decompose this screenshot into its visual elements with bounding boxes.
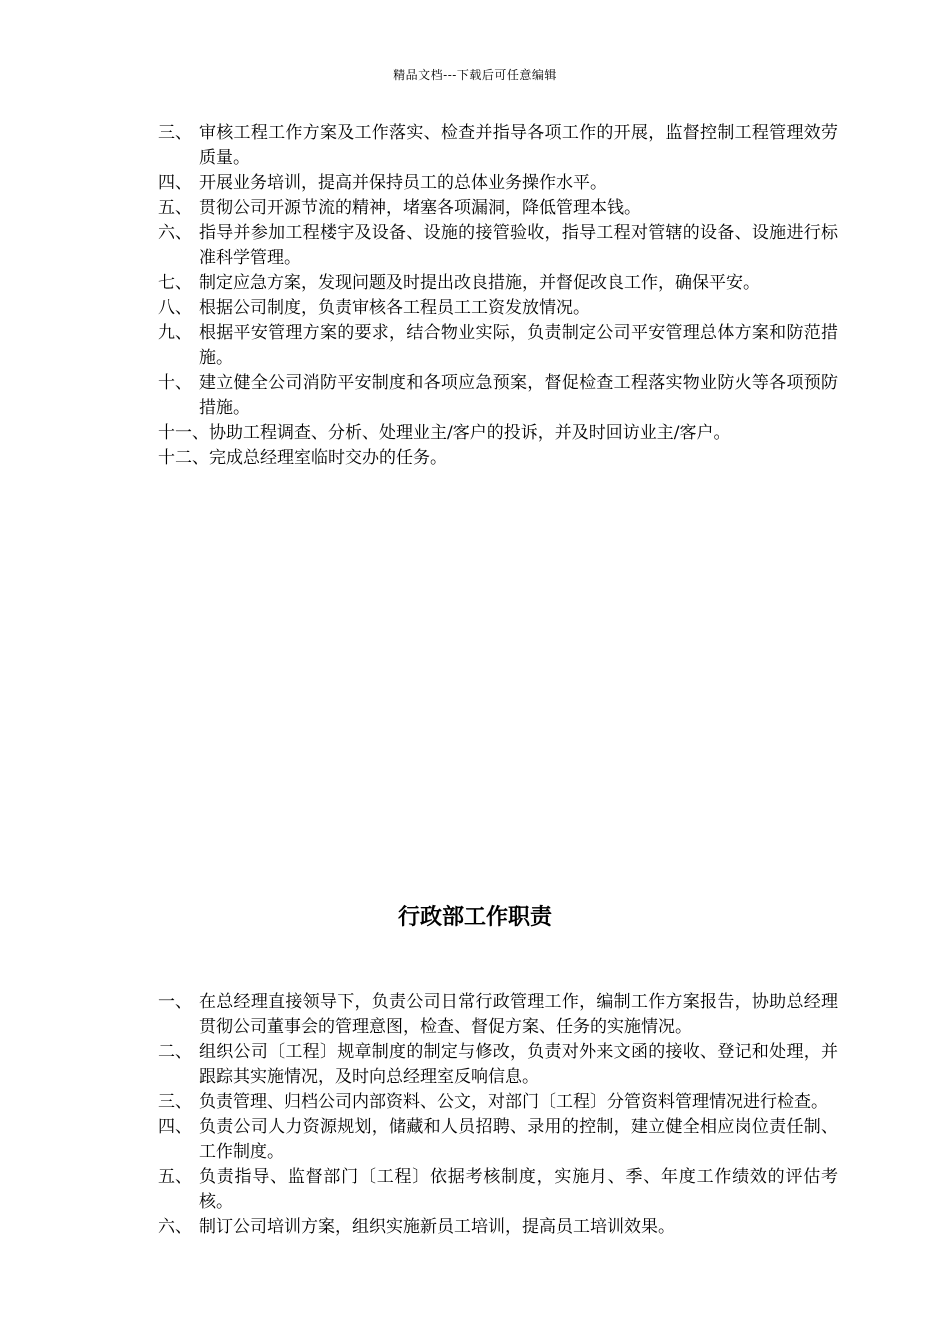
item-text: 完成总经理室临时交办的任务。 [209, 448, 447, 468]
item-text: 审核工程工作方案及工作落实、检查并指导各项工作的开展，监督控制工程管理效劳质量。 [199, 123, 838, 168]
item-text: 制定应急方案，发现问题及时提出改良措施，并督促改良工作，确保平安。 [199, 273, 760, 293]
list-item [158, 171, 838, 196]
item-number: 九、 [158, 323, 192, 343]
item-text: 开展业务培训，提高并保持员工的总体业务操作水平。 [199, 173, 607, 193]
section-title: 行政部工作职责 [397, 905, 552, 930]
item-text: 根据平安管理方案的要求，结合物业实际，负责制定公司平安管理总体方案和防范措施。 [199, 323, 838, 368]
item-number: 四、 [158, 173, 192, 193]
item-number: 十二、 [158, 448, 209, 468]
page-header: 精品文档---下载后可任意编辑 [393, 68, 557, 82]
item-number: 十、 [158, 373, 192, 393]
list-item [158, 1215, 838, 1240]
item-text: 负责管理、归档公司内部资料、公文，对部门〔工程〕分管资料管理情况进行检查。 [199, 1092, 828, 1112]
item-number: 三、 [158, 123, 192, 143]
item-number: 四、 [158, 1117, 192, 1137]
item-text: 组织公司〔工程〕规章制度的制定与修改，负责对外来文函的接收、登记和处理，并跟踪其实施情况，及时向总经理室反响信息。 [199, 1042, 838, 1087]
item-text: 负责公司人力资源规划，储藏和人员招聘、录用的控制，建立健全相应岗位责任制、工作制度。 [199, 1117, 838, 1162]
list-item [158, 990, 838, 1040]
item-number: 八、 [158, 298, 192, 318]
list-item [158, 121, 838, 171]
list-item [158, 196, 838, 221]
list-item [158, 296, 838, 321]
list-item [158, 321, 838, 371]
item-number: 一、 [158, 992, 192, 1012]
list-item [158, 1165, 838, 1215]
duty-list-engineering [158, 121, 838, 471]
item-number: 二、 [158, 1042, 192, 1062]
item-text: 协助工程调查、分析、处理业主/客户的投诉，并及时回访业主/客户。 [209, 423, 731, 443]
list-item [158, 371, 838, 421]
item-number: 三、 [158, 1092, 192, 1112]
list-item [158, 421, 838, 446]
list-item [158, 1090, 838, 1115]
item-number: 七、 [158, 273, 192, 293]
list-item [158, 446, 838, 471]
item-text: 贯彻公司开源节流的精神，堵塞各项漏洞，降低管理本钱。 [199, 198, 641, 218]
item-number: 五、 [158, 198, 192, 218]
item-number: 六、 [158, 1217, 192, 1237]
item-number: 十一、 [158, 423, 209, 443]
item-text: 在总经理直接领导下，负责公司日常行政管理工作，编制工作方案报告，协助总经理贯彻公司董事会的管理意图，检查、督促方案、任务的实施情况。 [199, 992, 838, 1037]
item-number: 五、 [158, 1167, 192, 1187]
item-text: 建立健全公司消防平安制度和各项应急预案，督促检查工程落实物业防火等各项预防措施。 [199, 373, 838, 418]
item-text: 指导并参加工程楼宇及设备、设施的接管验收，指导工程对管辖的设备、设施进行标准科学管理。 [199, 223, 838, 268]
list-item [158, 221, 838, 271]
duty-list-administration [158, 990, 838, 1240]
list-item [158, 271, 838, 296]
item-text: 负责指导、监督部门〔工程〕依据考核制度，实施月、季、年度工作绩效的评估考核。 [199, 1167, 838, 1212]
item-number: 六、 [158, 223, 192, 243]
list-item [158, 1040, 838, 1090]
list-item [158, 1115, 838, 1165]
item-text: 根据公司制度，负责审核各工程员工工资发放情况。 [199, 298, 590, 318]
item-text: 制订公司培训方案，组织实施新员工培训，提高员工培训效果。 [199, 1217, 675, 1237]
